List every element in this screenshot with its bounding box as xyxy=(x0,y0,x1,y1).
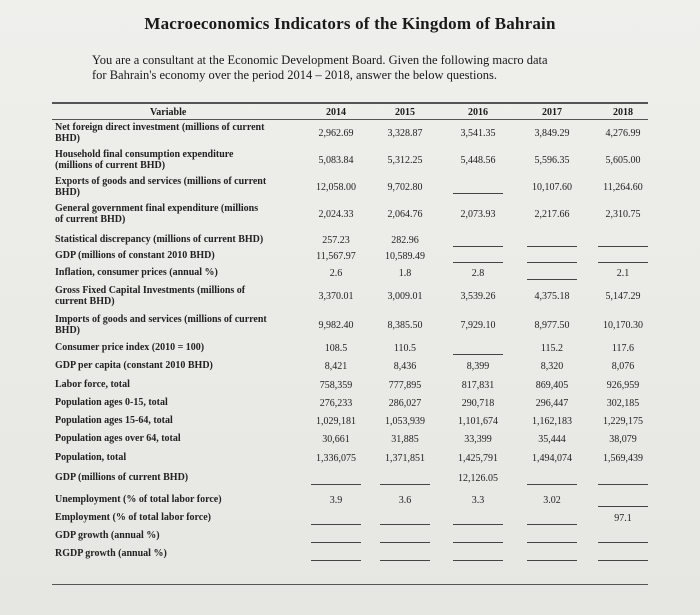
row-label-line: RGDP growth (annual %) xyxy=(55,548,167,559)
blank-answer-line xyxy=(598,262,648,263)
table-cell: 30,661 xyxy=(322,434,350,445)
blank-answer-line xyxy=(453,246,503,247)
table-header-rule xyxy=(52,119,648,120)
row-label xyxy=(55,123,300,144)
row-label-line: Consumer price index (2010 = 100) xyxy=(55,342,205,353)
table-cell: 8,320 xyxy=(540,361,564,372)
table-cell: 296,447 xyxy=(535,398,569,409)
blank-answer-line xyxy=(453,354,503,355)
blank-answer-line xyxy=(598,484,648,485)
blank-answer-line xyxy=(311,524,361,525)
table-cell: 11,264.60 xyxy=(603,182,643,193)
row-label-line: of current BHD) xyxy=(55,213,126,225)
table-cell: 4,276.99 xyxy=(605,128,641,139)
row-label-line: BHD) xyxy=(55,132,80,144)
table-cell: 1,425,791 xyxy=(458,453,498,464)
row-label-line: BHD) xyxy=(55,186,80,198)
intro-paragraph xyxy=(92,53,652,83)
table-cell: 1,053,939 xyxy=(385,416,425,427)
row-label xyxy=(55,150,300,171)
table-cell: 1,229,175 xyxy=(603,416,643,427)
row-label-line: GDP (millions of constant 2010 BHD) xyxy=(55,250,215,261)
year-header: 2017 xyxy=(542,107,562,118)
table-cell: 926,959 xyxy=(606,380,640,391)
table-cell: 1,101,674 xyxy=(458,416,498,427)
table-cell: 3.02 xyxy=(543,495,561,506)
table-cell: 290,718 xyxy=(461,398,495,409)
table-cell: 3.3 xyxy=(471,495,485,506)
row-label-line: Household final consumption expenditure xyxy=(55,149,234,160)
table-cell: 5,448.56 xyxy=(460,155,496,166)
blank-answer-line xyxy=(527,246,577,247)
table-cell: 2.8 xyxy=(471,268,485,279)
blank-answer-line xyxy=(598,246,648,247)
row-label-line: Population ages over 64, total xyxy=(55,433,181,444)
table-cell: 869,405 xyxy=(535,380,569,391)
table-cell: 5,605.00 xyxy=(605,155,641,166)
table-top-rule xyxy=(52,102,648,104)
row-label xyxy=(55,495,300,506)
row-label-line: GDP growth (annual %) xyxy=(55,530,160,541)
table-cell: 3,370.01 xyxy=(318,291,354,302)
row-label-line: (millions of current BHD) xyxy=(55,159,166,171)
table-cell: 1,569,439 xyxy=(603,453,643,464)
blank-answer-line xyxy=(380,542,430,543)
table-cell: 4,375.18 xyxy=(534,291,570,302)
blank-answer-line xyxy=(527,279,577,280)
row-label xyxy=(55,343,300,354)
table-cell: 817,831 xyxy=(461,380,495,391)
table-cell: 1,336,075 xyxy=(316,453,356,464)
table-cell: 3,539.26 xyxy=(460,291,496,302)
blank-answer-line xyxy=(380,484,430,485)
table-cell: 10,107.60 xyxy=(532,182,572,193)
row-label xyxy=(55,315,300,336)
row-label-line: current BHD) xyxy=(55,295,115,307)
table-cell: 9,982.40 xyxy=(318,320,354,331)
blank-answer-line xyxy=(527,484,577,485)
blank-answer-line xyxy=(598,542,648,543)
row-label-line: Labor force, total xyxy=(55,379,130,390)
blank-answer-line xyxy=(311,560,361,561)
row-label-line: BHD) xyxy=(55,324,80,336)
table-cell: 8,436 xyxy=(393,361,417,372)
table-cell: 1,162,183 xyxy=(532,416,572,427)
blank-answer-line xyxy=(311,542,361,543)
table-cell: 33,399 xyxy=(464,434,492,445)
blank-answer-line xyxy=(380,560,430,561)
row-label-line: Unemployment (% of total labor force) xyxy=(55,494,222,505)
row-label xyxy=(55,361,300,372)
row-label xyxy=(55,453,300,464)
row-label-line: Population, total xyxy=(55,452,127,463)
table-cell: 8,076 xyxy=(611,361,635,372)
row-label xyxy=(55,398,300,409)
blank-answer-line xyxy=(453,262,503,263)
blank-answer-line xyxy=(527,542,577,543)
row-label-line: General government final expenditure (millions xyxy=(55,203,259,214)
intro-line-2: for Bahrain's economy over the period 2014 – 2018, answer the below questions. xyxy=(92,68,497,82)
blank-answer-line xyxy=(527,262,577,263)
table-cell: 110.5 xyxy=(393,343,417,354)
row-label xyxy=(55,204,300,225)
table-cell: 97.1 xyxy=(614,513,632,524)
table-cell: 108.5 xyxy=(324,343,348,354)
row-label xyxy=(55,473,300,484)
table-cell: 9,702.80 xyxy=(387,182,423,193)
row-label-line: Population ages 15-64, total xyxy=(55,415,173,426)
table-cell: 10,170.30 xyxy=(603,320,643,331)
table-cell: 12,126.05 xyxy=(458,473,498,484)
table-cell: 5,312.25 xyxy=(387,155,423,166)
table-cell: 276,233 xyxy=(319,398,353,409)
blank-answer-line xyxy=(311,484,361,485)
year-header: 2015 xyxy=(395,107,415,118)
table-cell: 2,024.33 xyxy=(318,209,354,220)
row-label-line: GDP (millions of current BHD) xyxy=(55,472,189,483)
table-cell: 777,895 xyxy=(388,380,422,391)
variable-header: Variable xyxy=(150,107,187,118)
table-cell: 3,541.35 xyxy=(460,128,496,139)
row-label-line: Statistical discrepancy (millions of current BHD) xyxy=(55,234,264,245)
table-cell: 7,929.10 xyxy=(460,320,496,331)
row-label xyxy=(55,268,300,279)
table-cell: 117.6 xyxy=(611,343,635,354)
table-cell: 3,328.87 xyxy=(387,128,423,139)
table-cell: 2.6 xyxy=(329,268,343,279)
row-label xyxy=(55,531,300,542)
table-cell: 12,058.00 xyxy=(316,182,356,193)
table-cell: 2,064.76 xyxy=(387,209,423,220)
row-label xyxy=(55,416,300,427)
table-cell: 5,596.35 xyxy=(534,155,570,166)
table-cell: 286,027 xyxy=(388,398,422,409)
row-label-line: Exports of goods and services (millions of current xyxy=(55,176,267,187)
row-label xyxy=(55,549,300,560)
row-label xyxy=(55,286,300,307)
table-cell: 8,385.50 xyxy=(387,320,423,331)
table-cell: 3,009.01 xyxy=(387,291,423,302)
table-cell: 2,073.93 xyxy=(460,209,496,220)
year-header: 2014 xyxy=(326,107,346,118)
row-label xyxy=(55,380,300,391)
row-label xyxy=(55,177,300,198)
year-header: 2016 xyxy=(468,107,488,118)
table-cell: 38,079 xyxy=(609,434,637,445)
blank-answer-line xyxy=(453,560,503,561)
table-cell: 282.96 xyxy=(391,235,419,246)
blank-answer-line xyxy=(598,560,648,561)
table-cell: 3,849.29 xyxy=(534,128,570,139)
table-cell: 11,567.97 xyxy=(316,251,356,262)
table-cell: 115.2 xyxy=(540,343,564,354)
table-cell: 5,083.84 xyxy=(318,155,354,166)
blank-answer-line xyxy=(453,193,503,194)
table-cell: 35,444 xyxy=(538,434,566,445)
table-cell: 1,029,181 xyxy=(316,416,356,427)
row-label-line: Net foreign direct investment (millions of current xyxy=(55,122,265,133)
table-bottom-rule xyxy=(52,584,648,585)
table-cell: 1.8 xyxy=(398,268,412,279)
row-label-line: Population ages 0-15, total xyxy=(55,397,168,408)
table-cell: 758,359 xyxy=(319,380,353,391)
table-cell: 3.9 xyxy=(329,495,343,506)
row-label-line: Imports of goods and services (millions of current xyxy=(55,314,267,325)
row-label xyxy=(55,434,300,445)
table-cell: 31,885 xyxy=(391,434,419,445)
table-cell: 8,399 xyxy=(466,361,490,372)
table-cell: 8,421 xyxy=(324,361,348,372)
blank-answer-line xyxy=(453,524,503,525)
blank-answer-line xyxy=(527,560,577,561)
row-label-line: Employment (% of total labor force) xyxy=(55,512,211,523)
row-label xyxy=(55,235,300,246)
year-header: 2018 xyxy=(613,107,633,118)
blank-answer-line xyxy=(380,524,430,525)
row-label xyxy=(55,251,300,262)
page-title: Macroeconomics Indicators of the Kingdom of Bahrain xyxy=(144,14,556,33)
intro-line-1: You are a consultant at the Economic Development Board. Given the following macro data xyxy=(92,53,548,67)
table-cell: 8,977.50 xyxy=(534,320,570,331)
row-label-line: Inflation, consumer prices (annual %) xyxy=(55,267,218,278)
table-cell: 1,494,074 xyxy=(532,453,572,464)
table-cell: 257.23 xyxy=(322,235,350,246)
row-label xyxy=(55,513,300,524)
table-cell: 1,371,851 xyxy=(385,453,425,464)
row-label-line: GDP per capita (constant 2010 BHD) xyxy=(55,360,213,371)
table-cell: 2,962.69 xyxy=(318,128,354,139)
table-cell: 2,217.66 xyxy=(534,209,570,220)
table-cell: 2,310.75 xyxy=(605,209,641,220)
blank-answer-line xyxy=(527,524,577,525)
table-cell: 2.1 xyxy=(616,268,630,279)
table-cell: 10,589.49 xyxy=(385,251,425,262)
row-label-line: Gross Fixed Capital Investments (millions of xyxy=(55,285,246,296)
blank-answer-line xyxy=(453,542,503,543)
blank-answer-line xyxy=(598,506,648,507)
table-cell: 3.6 xyxy=(398,495,412,506)
table-cell: 302,185 xyxy=(606,398,640,409)
table-cell: 5,147.29 xyxy=(605,291,641,302)
